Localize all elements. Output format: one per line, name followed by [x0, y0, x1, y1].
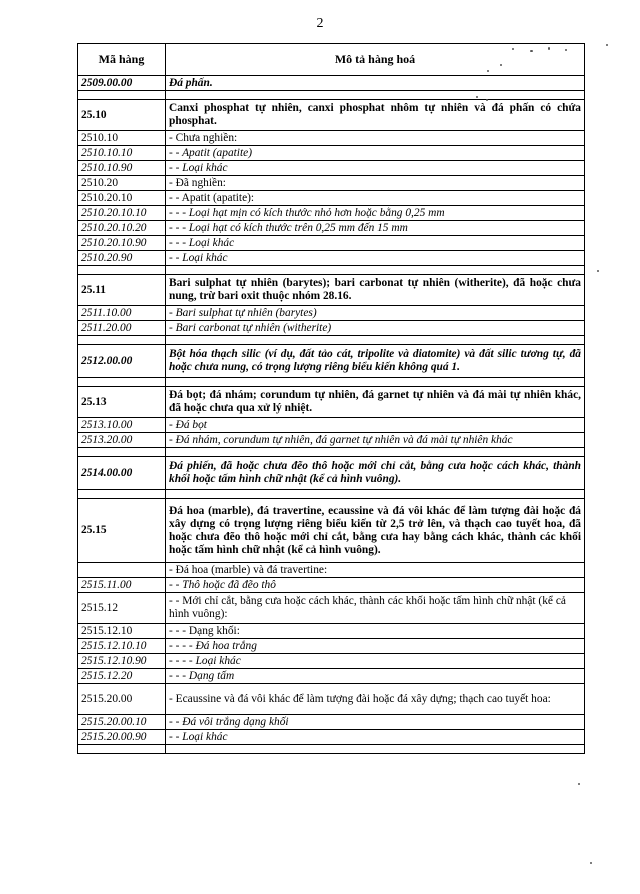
- code-cell: 2512.00.00: [78, 345, 166, 378]
- table-row: [78, 221, 585, 236]
- table-row: [78, 563, 585, 578]
- code-cell: 2510.20.90: [78, 251, 166, 266]
- table-row: [78, 275, 585, 306]
- code-cell: 2515.12.10.10: [78, 639, 166, 654]
- description-cell: Bột hóa thạch silic (ví dụ, đất tảo cát, tripolite và diatomite) và đất silic tương tự, đã hoặc chưa nung, có trọng lượng riêng biểu kiến không quá 1.: [166, 345, 585, 378]
- description-cell: - Đá bọt: [166, 418, 585, 433]
- code-cell: 25.10: [78, 100, 166, 131]
- table-row: [78, 499, 585, 563]
- table-row: [78, 236, 585, 251]
- description-cell: - Đá hoa (marble) và đá travertine:: [166, 563, 585, 578]
- description-cell: Đá phiến, đã hoặc chưa đẽo thô hoặc mới chỉ cắt, bằng cưa hoặc cách khác, thành khối hoặc tấm hình chữ nhật (kể cả hình vuông).: [166, 457, 585, 490]
- code-cell: 2514.00.00: [78, 457, 166, 490]
- description-cell: Đá hoa (marble), đá travertine, ecaussine và đá vôi khác để làm tượng đài hoặc đá xây dựng có trọng lượng riêng biểu kiến từ 2,5 trở lên, và thạch cao tuyết hoa, đã hoặc chưa đẽo thô hoặc mới chỉ cắt, bằng cưa hay bằng cách khác, thành các khối hoặc tấm hình chữ nhật (kể cả hình vuông).: [166, 499, 585, 563]
- code-cell: 2515.20.00.10: [78, 715, 166, 730]
- code-cell: 2511.10.00: [78, 306, 166, 321]
- table-row: [78, 76, 585, 91]
- description-cell: - - - - Đá hoa trắng: [166, 639, 585, 654]
- description-cell: - - Thô hoặc đã đẽo thô: [166, 578, 585, 593]
- code-cell: 2515.20.00: [78, 684, 166, 715]
- description-cell: Canxi phosphat tự nhiên, canxi phosphat nhôm tự nhiên và đá phấn có chứa phosphat.: [166, 100, 585, 131]
- description-cell: Đá bọt; đá nhám; corundum tự nhiên, đá garnet tự nhiên và đá mài tự nhiên khác, đã hoặc chưa qua xử lý nhiệt.: [166, 387, 585, 418]
- table-row: [78, 715, 585, 730]
- description-cell: - Đã nghiền:: [166, 176, 585, 191]
- code-cell: 25.11: [78, 275, 166, 306]
- header-code: Mã hàng: [78, 44, 166, 76]
- table-row: [78, 654, 585, 669]
- code-cell: 2510.20.10.20: [78, 221, 166, 236]
- table-row: [78, 306, 585, 321]
- table-row: [78, 321, 585, 336]
- description-cell: - Ecaussine và đá vôi khác để làm tượng đài hoặc đá xây dựng; thạch cao tuyết hoa:: [166, 684, 585, 715]
- header-description: Mô tả hàng hoá: [166, 44, 585, 76]
- code-cell: 2515.12.10: [78, 624, 166, 639]
- table-row: [78, 578, 585, 593]
- spacer-row: [78, 448, 585, 457]
- description-cell: Bari sulphat tự nhiên (barytes); bari carbonat tự nhiên (witherite), đã hoặc chưa nung, trừ bari oxit thuộc nhóm 28.16.: [166, 275, 585, 306]
- table-row: [78, 251, 585, 266]
- code-cell: 2515.20.00.90: [78, 730, 166, 745]
- code-cell: 2511.20.00: [78, 321, 166, 336]
- table-row: [78, 433, 585, 448]
- tariff-table: [77, 43, 585, 754]
- code-cell: 2510.10.90: [78, 161, 166, 176]
- spacer-row: [78, 266, 585, 275]
- spacer-row: [78, 490, 585, 499]
- description-cell: - - - Loại khác: [166, 236, 585, 251]
- code-cell: 25.13: [78, 387, 166, 418]
- table-row: [78, 684, 585, 715]
- table-row: [78, 387, 585, 418]
- description-cell: - - - Loại hạt có kích thước trên 0,25 mm đến 15 mm: [166, 221, 585, 236]
- code-cell: 2513.10.00: [78, 418, 166, 433]
- table-row: [78, 176, 585, 191]
- code-cell: 2515.12.20: [78, 669, 166, 684]
- table-row: [78, 100, 585, 131]
- description-cell: - Bari carbonat tự nhiên (witherite): [166, 321, 585, 336]
- code-cell: [78, 563, 166, 578]
- table-row: [78, 457, 585, 490]
- spacer-row: [78, 378, 585, 387]
- description-cell: - Chưa nghiền:: [166, 131, 585, 146]
- code-cell: 2510.20.10: [78, 191, 166, 206]
- description-cell: - - - Loại hạt mịn có kích thước nhỏ hơn hoặc bằng 0,25 mm: [166, 206, 585, 221]
- table-row: [78, 146, 585, 161]
- code-cell: 2509.00.00: [78, 76, 166, 91]
- table-row: [78, 131, 585, 146]
- table-row: [78, 418, 585, 433]
- description-cell: - - Đá vôi trắng dạng khối: [166, 715, 585, 730]
- table-row: [78, 593, 585, 624]
- description-cell: - - Mới chỉ cắt, bằng cưa hoặc cách khác, thành các khối hoặc tấm hình chữ nhật (kể cả hình vuông):: [166, 593, 585, 624]
- table-row: [78, 639, 585, 654]
- description-cell: - Bari sulphat tự nhiên (barytes): [166, 306, 585, 321]
- description-cell: - - Loại khác: [166, 251, 585, 266]
- code-cell: 2510.10: [78, 131, 166, 146]
- table-row: [78, 161, 585, 176]
- description-cell: - - Apatit (apatite): [166, 146, 585, 161]
- description-cell: Đá phấn.: [166, 76, 585, 91]
- code-cell: 25.15: [78, 499, 166, 563]
- table-row: [78, 206, 585, 221]
- spacer-row: [78, 91, 585, 100]
- spacer-row: [78, 745, 585, 754]
- table-row: [78, 345, 585, 378]
- description-cell: - - - Dạng tấm: [166, 669, 585, 684]
- spacer-row: [78, 336, 585, 345]
- code-cell: 2510.10.10: [78, 146, 166, 161]
- code-cell: 2510.20.10.10: [78, 206, 166, 221]
- table-header-row: [78, 44, 585, 76]
- table-row: [78, 191, 585, 206]
- description-cell: - Đá nhám, corundum tự nhiên, đá garnet tự nhiên và đá mài tự nhiên khác: [166, 433, 585, 448]
- description-cell: - - - - Loại khác: [166, 654, 585, 669]
- table-row: [78, 730, 585, 745]
- description-cell: - - - Dạng khối:: [166, 624, 585, 639]
- code-cell: 2513.20.00: [78, 433, 166, 448]
- description-cell: - - Apatit (apatite):: [166, 191, 585, 206]
- page-number: 2: [316, 16, 324, 31]
- code-cell: 2515.11.00: [78, 578, 166, 593]
- description-cell: - - Loại khác: [166, 730, 585, 745]
- code-cell: 2510.20: [78, 176, 166, 191]
- table-row: [78, 624, 585, 639]
- code-cell: 2510.20.10.90: [78, 236, 166, 251]
- code-cell: 2515.12.10.90: [78, 654, 166, 669]
- table-row: [78, 669, 585, 684]
- description-cell: - - Loại khác: [166, 161, 585, 176]
- code-cell: 2515.12: [78, 593, 166, 624]
